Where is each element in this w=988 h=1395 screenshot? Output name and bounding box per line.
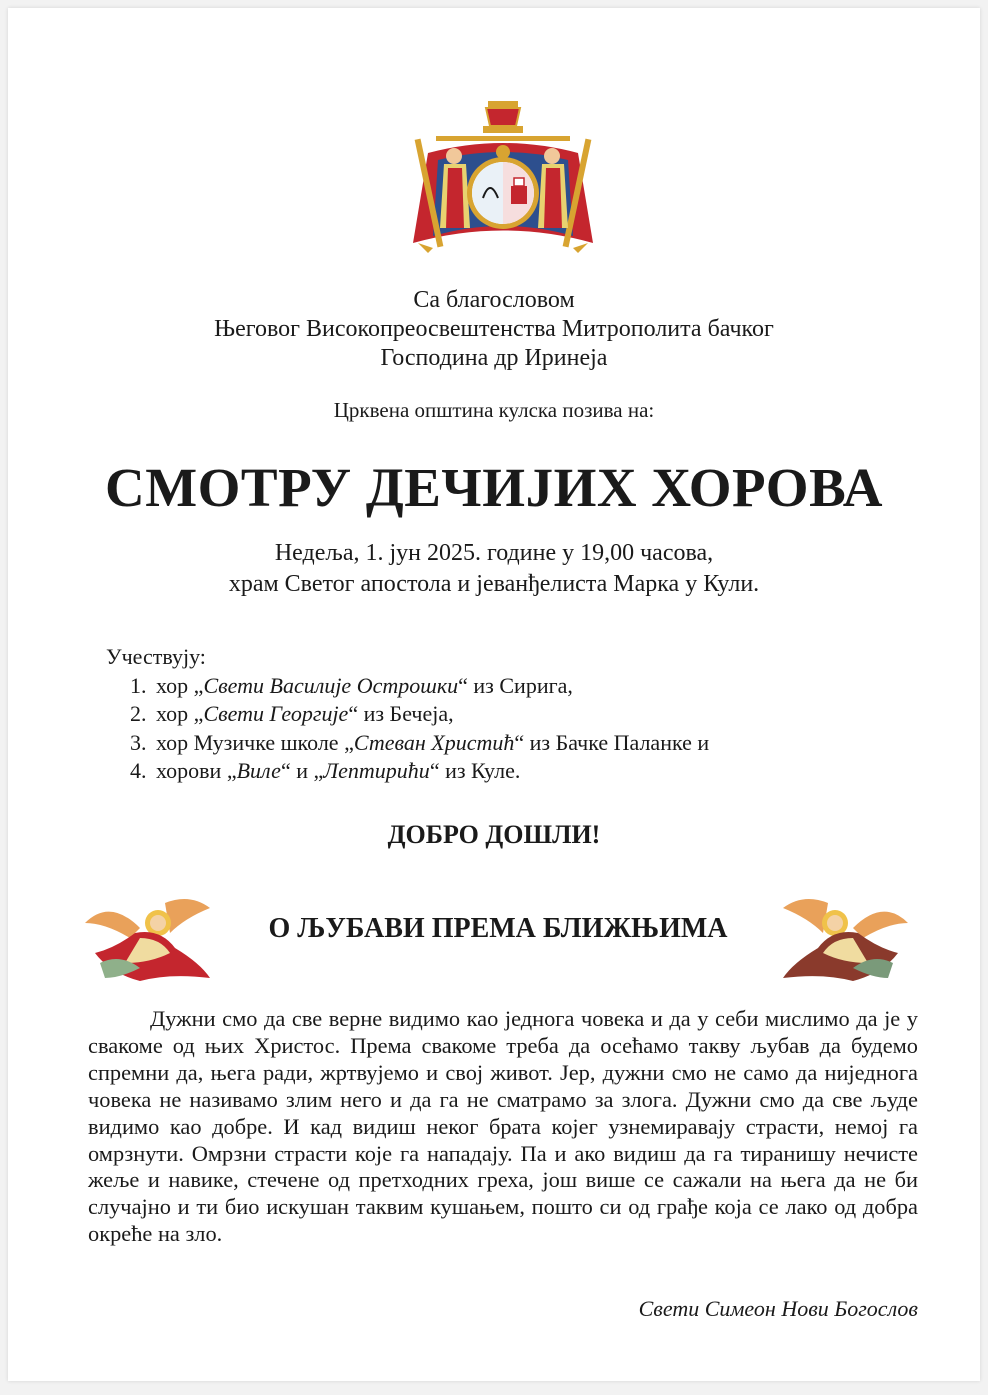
participants-list — [106, 672, 709, 786]
participants-section — [106, 643, 709, 786]
participant-item: 1. хор „Свети Василије Острошки“ из Сирига, — [152, 672, 709, 701]
blessing-line-1: Са благословом — [413, 287, 575, 313]
welcome-text: ДОБРО ДОШЛИ! — [387, 820, 601, 849]
event-place-line: храм Светог апостола и јеванђелиста Марка у Кули. — [228, 571, 760, 597]
participant-item: 3. хор Музичке школе „Стеван Христић“ из Бачке Паланке и — [152, 729, 709, 758]
quote-author: Свети Симеон Нови Богослов — [638, 1296, 918, 1321]
section-title: О ЉУБАВИ ПРЕМА БЛИЖЊИМА — [268, 913, 728, 944]
blessing-line-3: Господина др Иринеја — [380, 345, 608, 371]
blessing-line-2: Његовог Високопреосвештенства Митрополита бачког — [214, 316, 774, 342]
angel-left-icon — [80, 893, 215, 988]
blessing-text — [8, 286, 980, 373]
angel-right-icon — [778, 893, 913, 988]
participant-item: 4. хорови „Виле“ и „Лептирићи“ из Куле. — [152, 757, 709, 786]
event-date-line: Недеља, 1. јун 2025. године у 19,00 часова, — [274, 540, 714, 566]
participant-item: 2. хор „Свети Георгије“ из Бечеја, — [152, 700, 709, 729]
event-title: СМОТРУ ДЕЧИЈИХ ХОРОВА — [104, 457, 884, 518]
metropolitan-coat-of-arms-icon — [408, 98, 598, 253]
participants-heading: Учествују: — [106, 644, 206, 669]
document-page — [8, 8, 980, 1381]
event-details — [8, 538, 980, 600]
invite-text: Црквена општина кулска позива на: — [333, 398, 655, 422]
body-paragraph: Дужни смо да све верне видимо као једнога човека и да у себи мислимо да је у свакоме од њих Христос. Према свакоме треба да осећамо такву љубав да будемо спремни да, њега ради, жртвујемо и свој живот. Јер, дужни смо не само да ниједнога човека не називамо злим него и да га не сматрамо за злога. Дужни смо да све људе видимо као добре. И кад видиш неког брата којег узнемиравају страсти, немој га омрзнути. Омрзни страсти које га нападају. Па и ако видиш да га тиранишу нечисте жеље и навике, стечене од претходних греха, још више се сажали на њега да не би случајно и ти био искушан таквим кушањем, пошто си од грађе која се лако од добра окреће на зло. — [88, 1006, 918, 1247]
